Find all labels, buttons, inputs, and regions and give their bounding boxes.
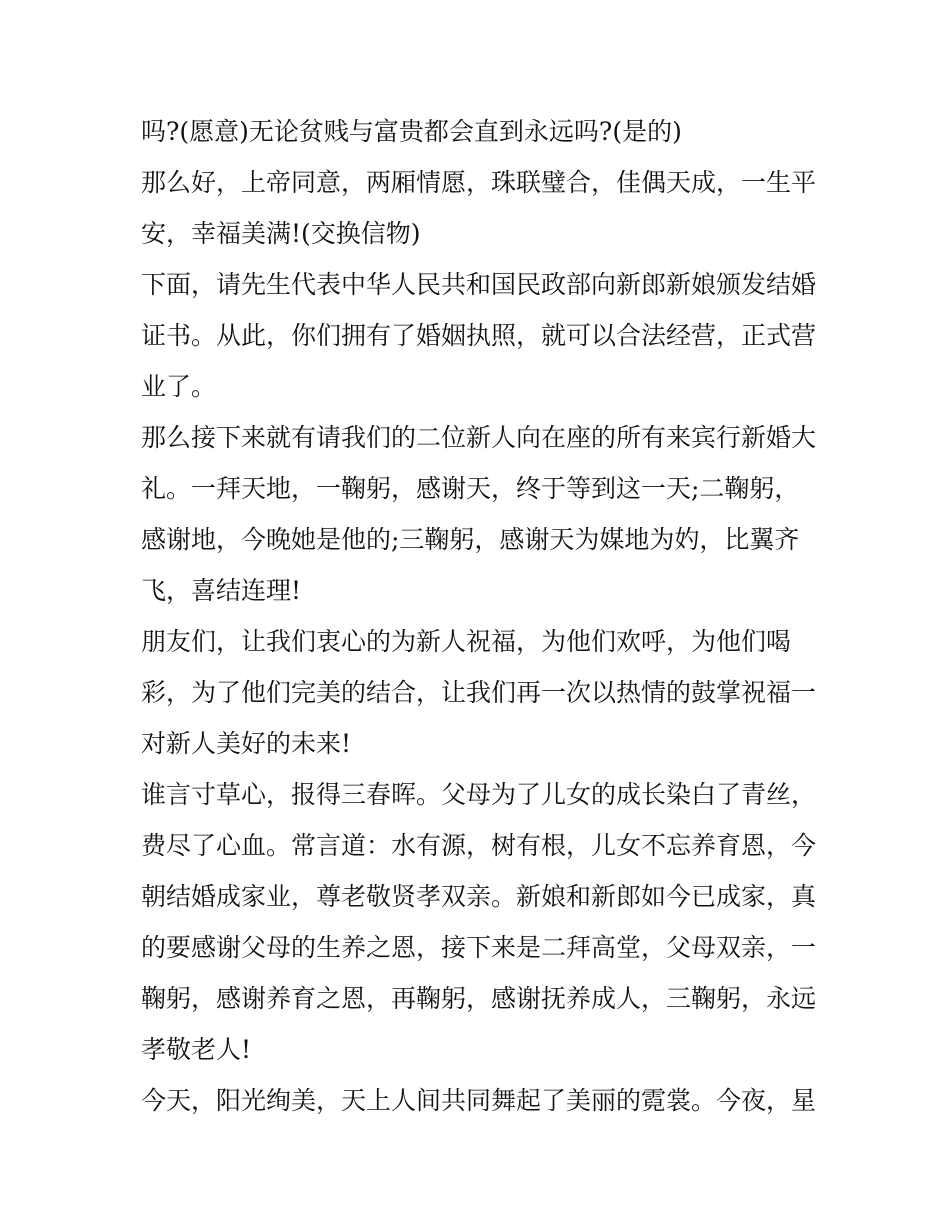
text-line: 证书。从此，你们拥有了婚姻执照，就可以合法经营，正式营: [141, 321, 817, 350]
text-line: 朝结婚成家业，尊老敬贤孝双亲。新娘和新郎如今已成家，真: [141, 882, 817, 911]
text-line: 吗?(愿意)无论贫贱与富贵都会直到永远吗?(是的): [141, 117, 682, 146]
text-line: 费尽了心血。常言道：水有源，树有根，儿女不忘养育恩，今: [141, 831, 817, 860]
text-line: 孝敬老人!: [141, 1035, 252, 1064]
text-line: 朋友们，让我们衷心的为新人祝福，为他们欢呼，为他们喝: [141, 627, 792, 656]
text-line: 对新人美好的未来!: [141, 729, 352, 758]
text-line: 礼。一拜天地，一鞠躬，感谢天，终于等到这一天;二鞠躬，: [141, 474, 800, 503]
text-line: 业了。: [141, 372, 217, 401]
text-line: 那么接下来就有请我们的二位新人向在座的所有来宾行新婚大: [141, 423, 817, 452]
text-line: 今天，阳光绚美，天上人间共同舞起了美丽的霓裳。今夜，星: [141, 1086, 817, 1115]
text-line: 飞，喜结连理!: [141, 576, 302, 605]
text-line: 感谢地，今晚她是他的;三鞠躬，感谢天为媒地为妁，比翼齐: [141, 525, 800, 554]
text-line: 安，幸福美满!(交换信物): [141, 219, 421, 248]
text-line: 的要感谢父母的生养之恩，接下来是二拜高堂，父母双亲，一: [141, 933, 817, 962]
text-line: 那么好，上帝同意，两厢情愿，珠联璧合，佳偶天成，一生平: [141, 168, 817, 197]
text-line: 彩，为了他们完美的结合，让我们再一次以热情的鼓掌祝福一: [141, 678, 817, 707]
text-line: 鞠躬，感谢养育之恩，再鞠躬，感谢抚养成人，三鞠躬，永远: [141, 984, 817, 1013]
text-line: 谁言寸草心，报得三春晖。父母为了儿女的成长染白了青丝，: [141, 780, 817, 809]
text-line: 下面，请先生代表中华人民共和国民政部向新郎新娘颁发结婚: [141, 270, 817, 299]
document-body: [141, 106, 816, 1126]
